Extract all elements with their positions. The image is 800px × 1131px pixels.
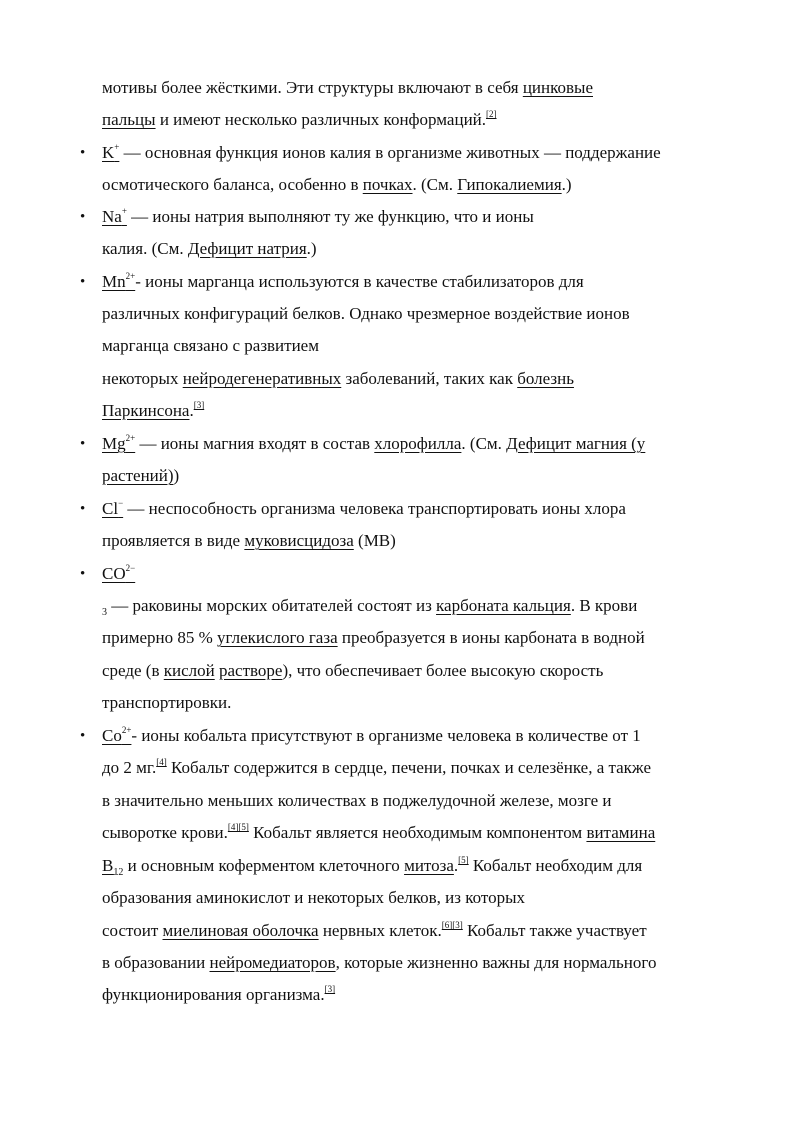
link-vitamin-b12-cont[interactable]: $B_{12}$	[102, 856, 124, 878]
list-item-manganese: $Mn^{2+}-$ ионы марганца используются в качестве стабилизаторов для	[102, 271, 584, 291]
link-cobalt[interactable]: $Co^{2+}$	[102, 725, 132, 745]
list-item-chloride: Cl− — неспособность организма человека транспортировать ионы хлора	[102, 498, 626, 518]
link-mitosis[interactable]: митоза	[404, 856, 454, 875]
link-cystic-fibrosis[interactable]: муковисцидоза	[244, 531, 354, 550]
reference-link[interactable]: [3]	[193, 400, 205, 410]
text-line: транспортировки.	[102, 693, 232, 712]
link-sodium[interactable]: Na+	[102, 206, 127, 226]
text-line: в образовании нейромедиаторов, которые жизненно важны для нормального	[102, 953, 657, 972]
reference-link[interactable]: [4][5]	[227, 822, 249, 832]
text: и имеют несколько различных конформаций.	[155, 110, 487, 129]
link-potassium[interactable]: K+	[102, 142, 120, 162]
text-line: осмотического баланса, особенно в почках. (См. Гипокалиемия.)	[102, 175, 572, 194]
list-item-sodium: Na+ — ионы натрия выполняют ту же функцию, что и ионы	[102, 206, 534, 226]
link-magnesium-deficiency[interactable]: Дефицит магния (у	[506, 434, 646, 453]
text-line: марганца связано с развитием	[102, 336, 319, 355]
link-parkinsons[interactable]: болезнь	[517, 369, 574, 388]
bullet-icon: •	[80, 728, 86, 744]
text-line: растений))	[102, 466, 180, 485]
list-item-potassium	[102, 142, 661, 164]
text-line: в значительно меньших количествах в поджелудочной железе, мозге и	[102, 791, 612, 810]
text-line: состоит миелиновая оболочка нервных клеток.[6][3] Кобальт также участвует	[102, 920, 647, 940]
bullet-icon: •	[80, 566, 86, 582]
text: — основная функция ионов калия в организме животных — поддержание	[119, 143, 661, 162]
bullet-icon: •	[80, 436, 86, 452]
link-vitamin-b12[interactable]: витамина	[586, 823, 656, 842]
bullet-icon: •	[80, 209, 86, 225]
link-acidic[interactable]: кислой	[163, 661, 215, 680]
subscript: 3	[102, 607, 107, 618]
link-calcium-carbonate[interactable]: карбоната кальция	[436, 596, 571, 615]
reference-link[interactable]: [6][3]	[441, 920, 463, 930]
link-hypokalemia[interactable]: Гипокалиемия	[457, 175, 562, 194]
text-line	[102, 109, 497, 131]
link-carbon-dioxide[interactable]: углекислого газа	[217, 628, 338, 647]
text-line: примерно 85 % углекислого газа преобразуется в ионы карбоната в водной	[102, 628, 645, 647]
bullet-icon: •	[80, 274, 86, 290]
link-chlorophyll[interactable]: хлорофилла	[374, 434, 462, 453]
reference-link[interactable]: [5]	[458, 855, 469, 865]
reference-link[interactable]: [2]	[486, 109, 497, 119]
text-line	[102, 77, 593, 99]
link-myelin-sheath[interactable]: миелиновая оболочка	[162, 921, 319, 940]
link-solution[interactable]: растворе	[218, 661, 283, 680]
link-carbonate[interactable]: $CO^{2-}$	[102, 563, 136, 583]
reference-link[interactable]: [3]	[324, 984, 336, 994]
list-item-carbonate	[102, 563, 135, 585]
reference-link[interactable]: [4]	[156, 757, 167, 767]
link-chloride[interactable]: Cl−	[102, 498, 124, 518]
bullet-icon: •	[80, 501, 86, 517]
text-line: $B_{12}$ и основным коферментом клеточного митоза.[5] Кобальт необходим для	[102, 855, 643, 878]
text-line: проявляется в виде муковисцидоза (МВ)	[102, 531, 396, 550]
bullet-icon: •	[80, 145, 86, 161]
text-line: сыворотке крови.[4][5] Кобальт является необходимым компонентом витамина	[102, 822, 656, 842]
link-neurotransmitters[interactable]: нейромедиаторов	[209, 953, 336, 972]
link-zinc-fingers[interactable]: цинковые	[522, 78, 593, 97]
text: мотивы более жёсткими. Эти структуры включают в себя	[102, 78, 523, 97]
text-line: до 2 мг.[4] Кобальт содержится в сердце, печени, почках и селезёнке, а также	[102, 757, 652, 777]
link-zinc-fingers-cont[interactable]: пальцы	[102, 110, 156, 129]
link-sodium-deficiency[interactable]: Дефицит натрия	[187, 239, 307, 258]
link-magnesium[interactable]: $Mg^{2+}$	[102, 433, 136, 453]
text-line: среде (в кислой растворе), что обеспечивает более высокую скорость	[102, 661, 604, 680]
text-line: Паркинсона.[3]	[102, 400, 205, 420]
list-item-cobalt: $Co^{2+}-$ ионы кобальта присутствуют в организме человека в количестве от 1	[102, 725, 641, 745]
link-kidneys[interactable]: почках	[362, 175, 413, 194]
text-line: функционирования организма.[3]	[102, 984, 336, 1004]
text-line: калия. (См. Дефицит натрия.)	[102, 239, 317, 258]
text-line: некоторых нейродегенеративных заболеваний, таких как болезнь	[102, 369, 574, 388]
link-magnesium-deficiency-cont[interactable]: растений)	[102, 466, 174, 485]
text-line: образования аминокислот и некоторых белков, из которых	[102, 888, 526, 907]
text-line: различных конфигураций белков. Однако чрезмерное воздействие ионов	[102, 304, 630, 323]
link-parkinsons-cont[interactable]: Паркинсона	[102, 401, 190, 420]
list-item-magnesium: $Mg^{2+}$ — ионы магния входят в состав хлорофилла. (См. Дефицит магния (у	[102, 433, 646, 453]
link-neurodegenerative[interactable]: нейродегенеративных	[182, 369, 342, 388]
link-manganese[interactable]: $Mn^{2+}$	[102, 271, 136, 291]
text-line: $_3$ — раковины морских обитателей состоят из карбоната кальция. В крови	[102, 596, 638, 618]
